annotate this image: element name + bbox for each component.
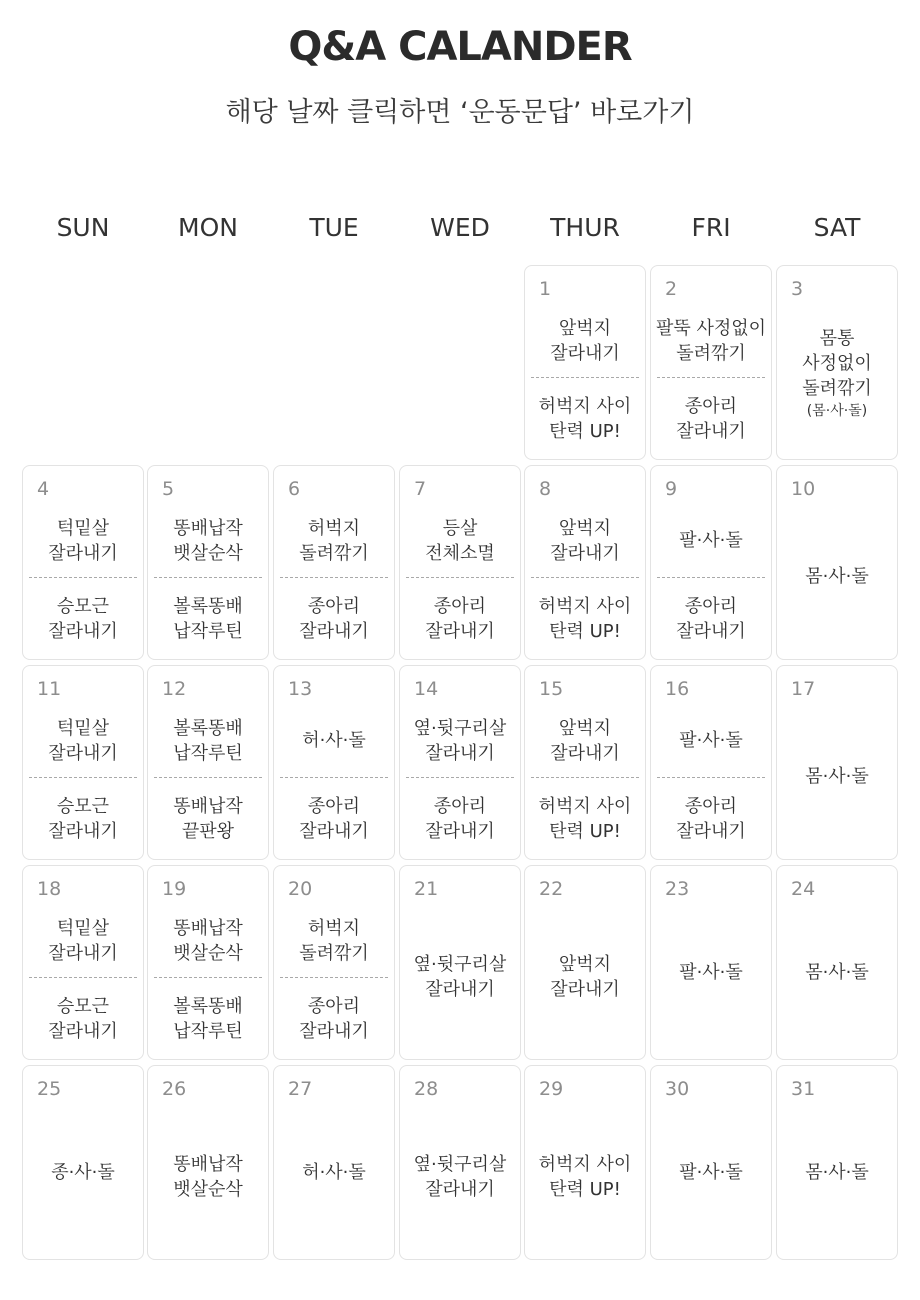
day-number: 29: [539, 1078, 564, 1100]
day-number: 4: [37, 478, 50, 500]
calendar-day-26[interactable]: [147, 1065, 269, 1260]
workout-label: 팔·사·돌: [679, 962, 743, 983]
dashed-divider: [29, 577, 137, 578]
dashed-divider: [154, 577, 262, 578]
workout-label-top: 팔·사·돌: [679, 730, 743, 751]
workout-label-bottom: 승모근 잘라내기: [48, 596, 118, 642]
day-number: 18: [37, 878, 62, 900]
calendar-day-14[interactable]: [399, 665, 521, 860]
day-number: 5: [162, 478, 175, 500]
dashed-divider: [531, 777, 639, 778]
calendar-day-23[interactable]: [650, 865, 772, 1060]
workout-label: 몸통 사정없이 돌려깎기: [802, 328, 872, 399]
workout-label-top: 등살 전체소멸: [425, 518, 495, 564]
weekday-thur: THUR: [550, 213, 620, 242]
dashed-divider: [657, 577, 765, 578]
day-number: 8: [539, 478, 552, 500]
calendar-day-18[interactable]: [22, 865, 144, 1060]
workout-label: 몸·사·돌: [805, 566, 869, 587]
weekday-sat: SAT: [813, 213, 861, 242]
calendar-day-22[interactable]: [524, 865, 646, 1060]
workout-label: 옆·뒷구리살 잘라내기: [413, 1154, 507, 1200]
calendar-day-17[interactable]: [776, 665, 898, 860]
calendar-day-10[interactable]: [776, 465, 898, 660]
calendar-day-12[interactable]: [147, 665, 269, 860]
dashed-divider: [531, 377, 639, 378]
workout-label-bottom: 허벅지 사이 탄력 UP!: [538, 796, 632, 842]
weekday-sun: SUN: [56, 213, 110, 242]
day-number: 13: [288, 678, 313, 700]
calendar-day-16[interactable]: [650, 665, 772, 860]
page-subtitle: 해당 날짜 클릭하면 ‘운동문답’ 바로가기: [225, 97, 695, 128]
dashed-divider: [280, 977, 388, 978]
workout-label-bottom: 종아리 잘라내기: [299, 596, 369, 642]
workout-label: 앞벅지 잘라내기: [550, 954, 620, 1000]
workout-label-top: 볼록똥배 납작루틴: [173, 718, 243, 764]
workout-label-bottom: 허벅지 사이 탄력 UP!: [538, 396, 632, 442]
workout-label-top: 앞벅지 잘라내기: [550, 518, 620, 564]
workout-label-top: 옆·뒷구리살 잘라내기: [413, 718, 507, 764]
weekday-fri: FRI: [691, 213, 731, 242]
workout-label-top: 팔·사·돌: [679, 530, 743, 551]
workout-label-top: 앞벅지 잘라내기: [550, 718, 620, 764]
weekday-mon: MON: [178, 213, 238, 242]
dashed-divider: [29, 777, 137, 778]
workout-label-bottom: 볼록똥배 납작루틴: [173, 996, 243, 1042]
dashed-divider: [280, 577, 388, 578]
calendar-day-20[interactable]: [273, 865, 395, 1060]
day-number: 31: [791, 1078, 816, 1100]
workout-label: 허벅지 사이 탄력 UP!: [538, 1154, 632, 1200]
day-number: 11: [37, 678, 62, 700]
day-number: 20: [288, 878, 313, 900]
dashed-divider: [531, 577, 639, 578]
workout-label-bottom: 종아리 잘라내기: [676, 396, 746, 442]
day-number: 14: [414, 678, 439, 700]
calendar-day-15[interactable]: [524, 665, 646, 860]
workout-label-top: 똥배납작 뱃살순삭: [173, 518, 243, 564]
workout-label-bottom: 종아리 잘라내기: [425, 796, 495, 842]
calendar-day-27[interactable]: [273, 1065, 395, 1260]
day-number: 2: [665, 278, 678, 300]
workout-label-top: 턱밑살 잘라내기: [48, 918, 118, 964]
workout-label: 종·사·돌: [51, 1162, 115, 1183]
day-number: 24: [791, 878, 816, 900]
calendar-day-19[interactable]: [147, 865, 269, 1060]
calendar-day-9[interactable]: [650, 465, 772, 660]
dashed-divider: [154, 777, 262, 778]
dashed-divider: [657, 377, 765, 378]
workout-label-bottom: 종아리 잘라내기: [676, 796, 746, 842]
workout-label: 몸·사·돌: [805, 766, 869, 787]
day-number: 22: [539, 878, 564, 900]
dashed-divider: [406, 577, 514, 578]
calendar-day-25[interactable]: [22, 1065, 144, 1260]
workout-label-top: 팔뚝 사정없이 돌려깎기: [655, 318, 767, 364]
day-number: 15: [539, 678, 564, 700]
dashed-divider: [154, 977, 262, 978]
dashed-divider: [29, 977, 137, 978]
day-number: 7: [414, 478, 427, 500]
calendar-day-6[interactable]: [273, 465, 395, 660]
workout-label-top: 앞벅지 잘라내기: [550, 318, 620, 364]
day-number: 1: [539, 278, 552, 300]
workout-label-bottom: 종아리 잘라내기: [299, 996, 369, 1042]
workout-label-bottom: 허벅지 사이 탄력 UP!: [538, 596, 632, 642]
calendar-day-7[interactable]: [399, 465, 521, 660]
calendar-day-3[interactable]: [776, 265, 898, 460]
workout-label-bottom: 승모근 잘라내기: [48, 796, 118, 842]
calendar-day-29[interactable]: [524, 1065, 646, 1260]
day-number: 10: [791, 478, 816, 500]
workout-label-bottom: 종아리 잘라내기: [676, 596, 746, 642]
workout-label: 몸·사·돌: [805, 962, 869, 983]
workout-label-top: 허벅지 돌려깎기: [299, 918, 369, 964]
dashed-divider: [657, 777, 765, 778]
day-number: 12: [162, 678, 187, 700]
workout-label-top: 턱밑살 잘라내기: [48, 718, 118, 764]
workout-label-bottom: 종아리 잘라내기: [299, 796, 369, 842]
day-number: 30: [665, 1078, 690, 1100]
workout-label: 똥배납작 뱃살순삭: [173, 1154, 243, 1200]
day-number: 21: [414, 878, 439, 900]
workout-label-top: 똥배납작 뱃살순삭: [173, 918, 243, 964]
calendar-day-5[interactable]: [147, 465, 269, 660]
day-number: 9: [665, 478, 678, 500]
calendar-day-2[interactable]: [650, 265, 772, 460]
calendar-day-24[interactable]: [776, 865, 898, 1060]
day-number: 17: [791, 678, 816, 700]
day-number: 3: [791, 278, 804, 300]
dashed-divider: [406, 777, 514, 778]
workout-label: 허·사·돌: [302, 1162, 366, 1183]
day-number: 6: [288, 478, 301, 500]
weekday-tue: TUE: [309, 213, 359, 242]
day-number: 25: [37, 1078, 62, 1100]
workout-note: (몸·사·돌): [806, 403, 868, 419]
day-number: 16: [665, 678, 690, 700]
workout-label-bottom: 종아리 잘라내기: [425, 596, 495, 642]
calendar-day-8[interactable]: [524, 465, 646, 660]
dashed-divider: [280, 777, 388, 778]
weekday-wed: WED: [430, 213, 490, 242]
day-number: 23: [665, 878, 690, 900]
calendar-day-1[interactable]: [524, 265, 646, 460]
workout-label-top: 턱밑살 잘라내기: [48, 518, 118, 564]
workout-label-bottom: 볼록똥배 납작루틴: [173, 596, 243, 642]
workout-label: 팔·사·돌: [679, 1162, 743, 1183]
day-number: 26: [162, 1078, 187, 1100]
workout-label-top: 허벅지 돌려깎기: [299, 518, 369, 564]
day-number: 28: [414, 1078, 439, 1100]
page-title: Q&A CALANDER: [288, 24, 632, 70]
day-number: 27: [288, 1078, 313, 1100]
workout-label: 옆·뒷구리살 잘라내기: [413, 954, 507, 1000]
day-number: 19: [162, 878, 187, 900]
workout-label: 몸·사·돌: [805, 1162, 869, 1183]
workout-label-bottom: 승모근 잘라내기: [48, 996, 118, 1042]
workout-label-bottom: 똥배납작 끝판왕: [173, 796, 243, 842]
calendar-day-30[interactable]: [650, 1065, 772, 1260]
calendar-day-31[interactable]: [776, 1065, 898, 1260]
calendar-day-28[interactable]: [399, 1065, 521, 1260]
calendar-day-13[interactable]: [273, 665, 395, 860]
calendar-day-21[interactable]: [399, 865, 521, 1060]
calendar-day-4[interactable]: [22, 465, 144, 660]
workout-label-top: 허·사·돌: [302, 730, 366, 751]
calendar-day-11[interactable]: [22, 665, 144, 860]
